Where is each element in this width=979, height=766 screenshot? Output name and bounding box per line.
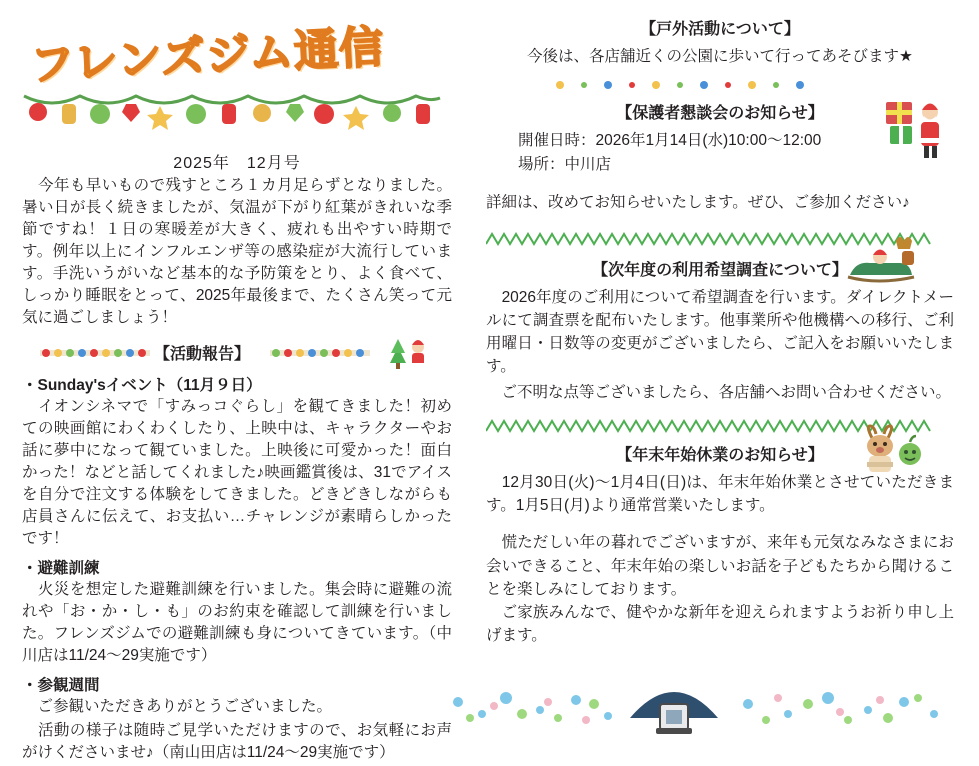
outdoor-body: 今後は、各店舗近くの公園に歩いて行ってあそびます★	[527, 48, 913, 65]
activity-item-1-heading: ・Sunday'sイベント（11月９日）	[22, 377, 262, 394]
activity-item-3	[22, 673, 452, 764]
holiday-heading: 【年末年始休業のお知らせ】	[616, 446, 824, 464]
activity-item-1-body: イオンシネマで「すみっコぐらし」を観てきました！初めての映画館にわくわくしたり、上映中は、キャラクターやお話に夢中になって観ていました。上映後に可愛かった！面白かった！などと話してくれました♪映画鑑賞後は、31でアイスを自分で注文する体験をしてきました。どきどきしながらも店員さんに伝えて、お支払い…チャレンジが素晴らしかったです！	[22, 398, 452, 547]
activity-item-3-body: ご参観いただきありがとうございました。	[22, 698, 333, 715]
masthead	[22, 6, 452, 146]
activity-item-3-body-2: 活動の様子は随時ご見学いただけますので、お気軽にお声がけくださいませ♪（南山田店は11/24〜29実施です）	[22, 722, 452, 761]
opening-paragraph: 今年も早いもので残すところ１カ月足らずとなりました。暑い日が長く続きましたが、気温が下がり紅葉がきれいな季節ですね！１日の寒暖差が大きく、疲れも出やすい時期です。例年以上にインフルエンザ等の感染症が大流行しています。手洗いうがいなど基本的な予防策をとり、よく食べて、しっかり睡眠をとって、2025年最後まで、たくさん笑って元気に過ごしましょう！	[22, 177, 452, 326]
santa-with-gifts-icon	[880, 92, 950, 164]
confetti-lantern-icon	[448, 674, 948, 738]
survey-heading: 【次年度の利用希望調査について】	[592, 261, 848, 279]
dotted-ribbon-icon	[270, 345, 370, 361]
reindeer-and-friend-icon	[852, 424, 938, 482]
outdoor-heading: 【戸外活動について】	[640, 21, 800, 38]
right-column	[480, 0, 960, 648]
meeting-note: 詳細は、改めてお知らせいたします。ぜひ、ご参加ください♪	[486, 194, 910, 212]
holiday-paragraph-2: 慌ただしい年の暮れでございますが、来年も元気なみなさまにお会いできること、年末年始の楽しいお話を子どもたちから聞けることを楽しみにしております。	[486, 534, 954, 598]
meeting-place: 場所：中川店	[518, 156, 612, 174]
holiday-paragraph-3: ご家族みんなで、健やかな新年を迎えられますようお祈り申し上げます。	[486, 604, 954, 645]
dotted-ribbon-icon	[550, 78, 810, 92]
activity-item-2-heading: ・避難訓練	[22, 560, 100, 577]
activity-item-1	[22, 373, 452, 550]
survey-paragraph-2: ご不明な点等ございましたら、各店舗へお問い合わせください。	[486, 383, 952, 401]
santa-sleigh-icon	[840, 235, 930, 289]
christmas-garland-icon	[22, 90, 442, 136]
survey-paragraph-1: 2026年度のご利用について希望調査を行います。ダイレクトメールにて調査票を配布いたします。他事業所や他機構への移行、ご利用曜日・日数等の変更がございましたら、ご記入をお願いいたします。	[486, 288, 954, 376]
left-column	[22, 0, 452, 766]
activity-item-2-body: 火災を想定した避難訓練を行いました。集会時に避難の流れや「お・か・し・も」のお約束を確認して訓練を行いました。フレンズジムでの避難訓練も身についてきています。（中川店は11/24〜29実施です）	[22, 581, 452, 664]
holiday-paragraph-1: 12月30日(火)〜1月4日(日)は、年末年始休業とさせていただきます。1月5日(月)より通常営業いたします。	[486, 473, 954, 515]
dotted-ribbon-icon	[40, 345, 150, 361]
activity-item-3-heading: ・参観週間	[22, 677, 100, 694]
issue-date: 2025年 12月号	[173, 155, 301, 172]
activity-report-heading-row	[22, 341, 452, 367]
meeting-heading: 【保護者懇談会のお知らせ】	[616, 105, 824, 123]
page-title: フレンズジム通信	[29, 21, 386, 92]
activity-item-2	[22, 556, 452, 667]
meeting-datetime: 開催日時：2026年1月14日(水)10:00〜12:00	[518, 132, 822, 150]
santa-and-tree-icon	[374, 329, 434, 375]
activity-report-heading: 【活動報告】	[154, 346, 251, 363]
